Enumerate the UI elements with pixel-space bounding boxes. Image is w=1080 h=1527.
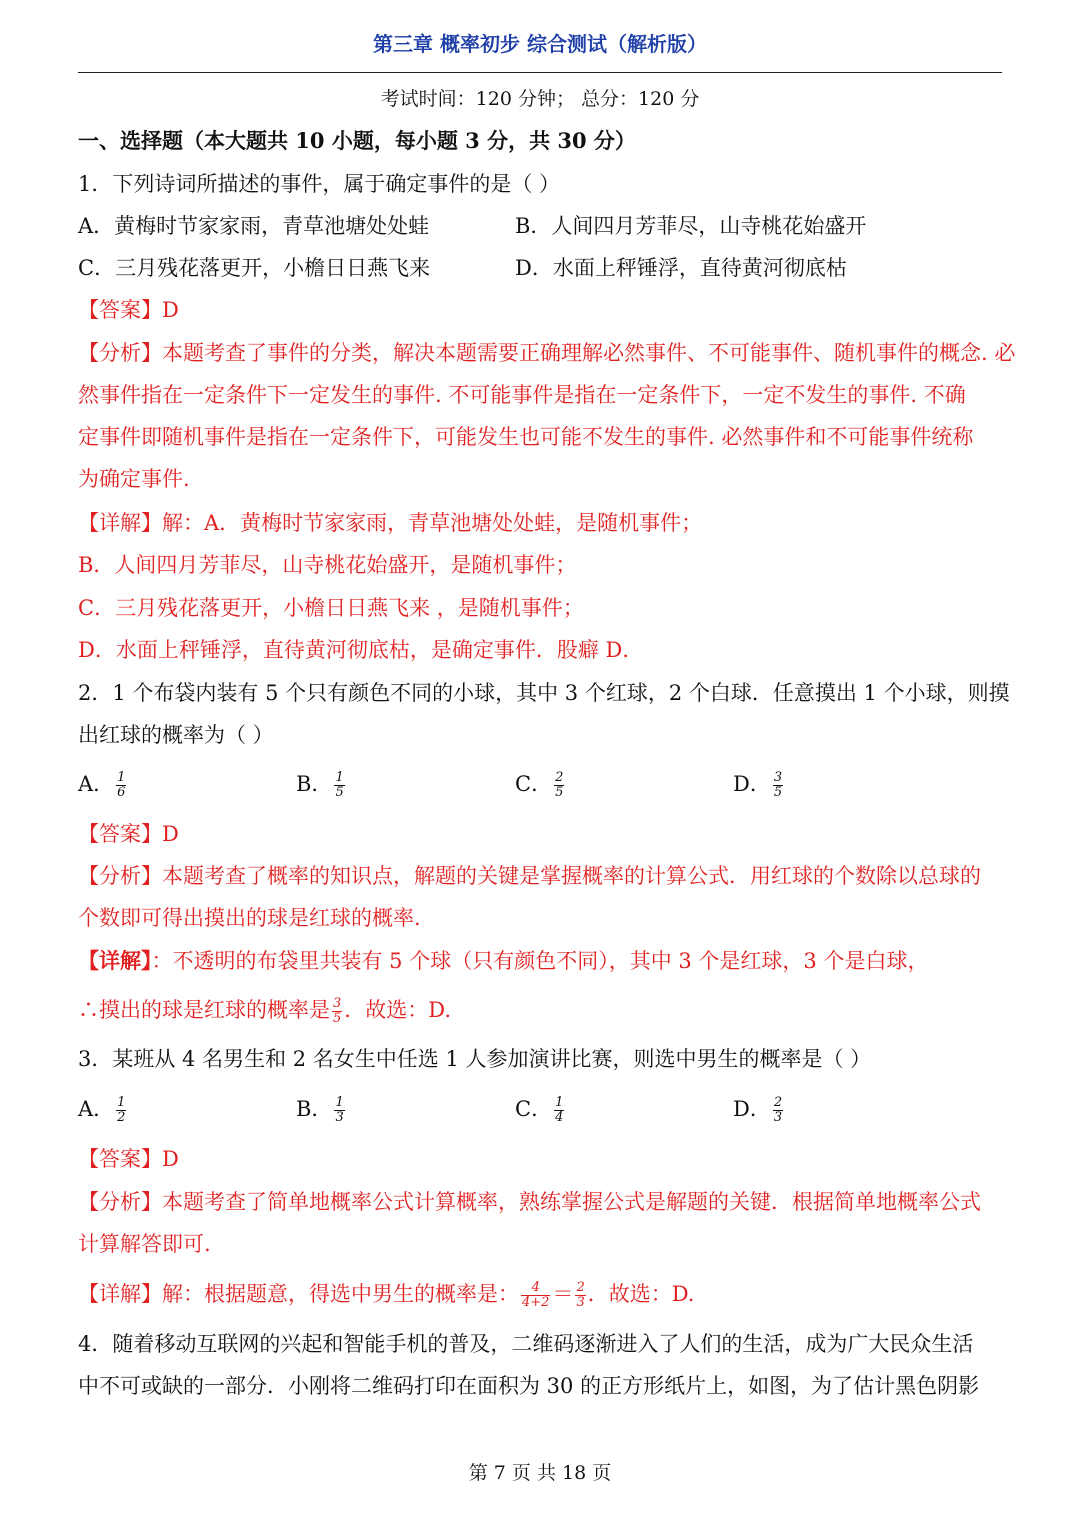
q3-option-d [733, 1095, 785, 1125]
fraction-denominator: 3 [335, 1110, 344, 1125]
answer-value: D [162, 822, 179, 846]
fraction-numerator: 1 [335, 770, 344, 785]
detail-tag: 【详解】 [78, 1282, 162, 1306]
fraction-denominator: 3 [576, 1295, 585, 1310]
analysis-text: 本题考查了事件的分类，解决本题需要正确理解必然事件、不可能事件、随机事件的概念. 必 [162, 341, 1016, 365]
fraction-denominator: 5 [333, 1011, 342, 1026]
analysis-tag: 【分析】 [78, 1190, 162, 1214]
q1-stem: 1．下列诗词所描述的事件，属于确定事件的是（ ） [78, 172, 561, 196]
q2-analysis-line: 个数即可得出摸出的球是红球的概率. [78, 906, 421, 930]
q1-detail-line: D．水面上秤锤浮，直待黄河彻底枯，是确定事件．股癖 D． [78, 638, 644, 662]
fraction [773, 771, 783, 800]
fraction-denominator: 5 [335, 785, 344, 800]
detail-text: ：不透明的布袋里共装有 5 个球（只有颜色不同），其中 3 个是红球，3 个是白球， [151, 949, 929, 973]
q2-option-b [296, 770, 347, 800]
document-title: 第三章 概率初步 综合测试（解析版） [373, 32, 707, 56]
fraction-numerator: 3 [333, 996, 342, 1011]
fraction-denominator: 2 [117, 1110, 126, 1125]
option-label: A． [78, 772, 115, 796]
option-label: A． [78, 1097, 115, 1121]
q2-detail-line [78, 996, 1002, 1026]
equals-sign: ＝ [552, 1282, 574, 1306]
answer-tag: 【答案】 [78, 1147, 162, 1171]
option-label: C． [515, 1097, 553, 1121]
q1-analysis-line: 为确定事件. [78, 467, 190, 491]
answer-tag: 【答案】 [78, 298, 162, 322]
fraction-denominator: 4 [555, 1110, 564, 1125]
q2-detail-line [78, 947, 1002, 975]
fraction-numerator: 1 [335, 1095, 344, 1110]
fraction [116, 771, 126, 800]
fraction [575, 1281, 585, 1310]
detail-text: ．故选：D. [344, 998, 452, 1022]
answer-value: D [162, 298, 179, 322]
fraction-denominator: 4+2 [522, 1295, 550, 1310]
detail-text: ∴摸出的球是红球的概率是 [78, 998, 330, 1022]
option-label: D． [733, 772, 771, 796]
q2-option-c [515, 770, 566, 800]
q2-stem-line: 出红球的概率为（ ） [78, 723, 274, 747]
exam-info: 考试时间：120 分钟； 总分：120 分 [380, 88, 700, 110]
fraction-numerator: 2 [555, 770, 564, 785]
q1-detail-line [78, 509, 1002, 537]
q1-option-b: B．人间四月芳菲尽，山寺桃花始盛开 [515, 214, 867, 238]
q2-answer [78, 820, 1002, 848]
fraction [554, 771, 564, 800]
q1-analysis-line [78, 339, 1016, 367]
page-number: 第 7 页 共 18 页 [468, 1462, 612, 1484]
q2-stem-line: 2．1 个布袋内装有 5 个只有颜色不同的小球，其中 3 个红球，2 个白球．任意摸出 1 个小球，则摸 [78, 681, 1010, 705]
q4-stem-line: 4．随着移动互联网的兴起和智能手机的普及，二维码逐渐进入了人们的生活，成为广大民众生活 [78, 1332, 974, 1356]
fraction-numerator: 3 [773, 770, 783, 785]
fraction-denominator: 6 [117, 785, 126, 800]
q1-detail-line: B．人间四月芳菲尽，山寺桃花始盛开，是随机事件； [78, 553, 577, 577]
fraction [773, 1096, 783, 1125]
option-label: B． [296, 772, 333, 796]
q4-stem-line: 中不可或缺的一部分．小刚将二维码打印在面积为 30 的正方形纸片上，如图，为了估计黑色阴影 [78, 1374, 980, 1398]
q3-analysis-line [78, 1188, 1002, 1216]
q1-analysis-line: 然事件指在一定条件下一定发生的事件. 不可能事件是指在一定条件下，一定不发生的事件. 不确 [78, 383, 966, 407]
q3-analysis-line: 计算解答即可. [78, 1232, 211, 1256]
analysis-text: 本题考查了概率的知识点，解题的关键是掌握概率的计算公式．用红球的个数除以总球的 [162, 864, 981, 888]
q3-option-c [515, 1095, 566, 1125]
answer-tag: 【答案】 [78, 822, 162, 846]
fraction-numerator: 4 [521, 1281, 550, 1296]
fraction-numerator: 2 [773, 1095, 783, 1110]
fraction [116, 1096, 126, 1125]
detail-text: 解：A．黄梅时节家家雨，青草池塘处处蛙，是随机事件； [162, 511, 703, 535]
q3-answer [78, 1145, 1002, 1173]
detail-text: ．故选：D. [587, 1282, 695, 1306]
fraction [334, 771, 344, 800]
q2-analysis-line [78, 862, 1002, 890]
q3-stem: 3．某班从 4 名男生和 2 名女生中任选 1 人参加演讲比赛，则选中男生的概率是（ ） [78, 1047, 872, 1071]
detail-tag: 【详解】 [78, 511, 162, 535]
q2-option-a [78, 770, 128, 800]
analysis-tag: 【分析】 [78, 864, 162, 888]
header-divider [78, 72, 1002, 73]
q1-answer [78, 296, 1002, 324]
q1-analysis-line: 定事件即随机事件是指在一定条件下，可能发生也可能不发生的事件. 必然事件和不可能事件统称 [78, 425, 974, 449]
fraction [554, 1096, 564, 1125]
fraction-denominator: 5 [555, 785, 564, 800]
fraction-numerator: 1 [117, 1095, 126, 1110]
q1-option-a: A．黄梅时节家家雨，青草池塘处处蛙 [78, 214, 430, 238]
q1-option-c: C．三月残花落更开，小檐日日燕飞来 [78, 256, 431, 280]
analysis-text: 本题考查了简单地概率公式计算概率，熟练掌握公式是解题的关键．根据简单地概率公式 [162, 1190, 981, 1214]
analysis-tag: 【分析】 [78, 341, 162, 365]
q3-detail-line [78, 1280, 1002, 1310]
detail-tag: 【详解】 [78, 948, 152, 973]
section-heading: 一、选择题（本大题共 10 小题，每小题 3 分，共 30 分） [78, 128, 636, 153]
q2-option-d [733, 770, 785, 800]
detail-text: 解：根据题意，得选中男生的概率是： [162, 1282, 519, 1306]
fraction-numerator: 1 [117, 770, 126, 785]
fraction [332, 997, 342, 1026]
fraction [521, 1281, 550, 1310]
answer-value: D [162, 1147, 179, 1171]
option-label: B． [296, 1097, 333, 1121]
fraction-numerator: 2 [576, 1280, 585, 1295]
q3-option-a [78, 1095, 128, 1125]
q1-option-d: D．水面上秤锤浮，直待黄河彻底枯 [515, 256, 847, 280]
fraction [334, 1096, 344, 1125]
fraction-denominator: 3 [773, 1110, 783, 1125]
option-label: D． [733, 1097, 771, 1121]
q3-option-b [296, 1095, 347, 1125]
q1-detail-line: C．三月残花落更开，小檐日日燕飞来 ，是随机事件； [78, 596, 584, 620]
fraction-numerator: 1 [555, 1095, 564, 1110]
option-label: C． [515, 772, 553, 796]
fraction-denominator: 5 [773, 785, 783, 800]
